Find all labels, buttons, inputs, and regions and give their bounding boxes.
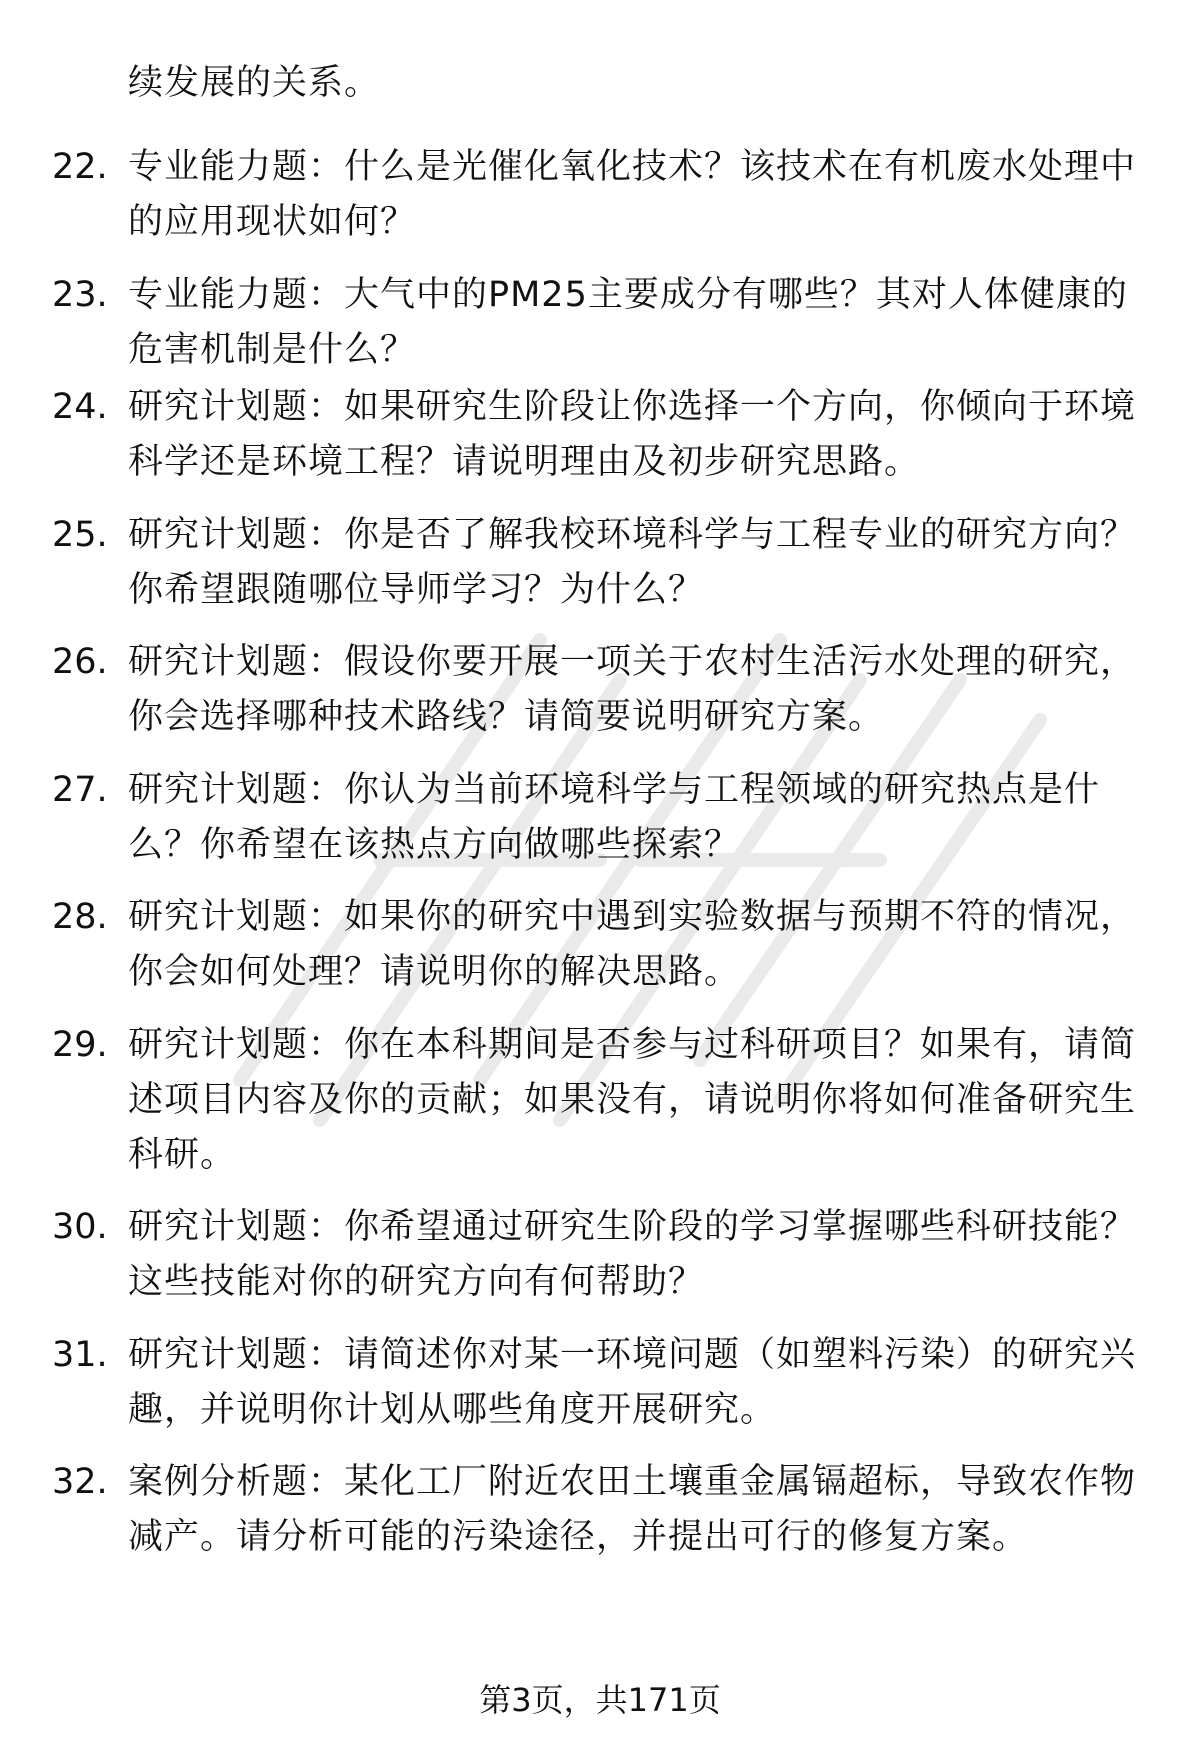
page-footer: 第3页，共171页 <box>479 1681 721 1719</box>
question-text: 研究计划题：你在本科期间是否参与过科研项目？如果有，请简述项目内容及你的贡献；如果没有，请说明你将如何准备研究生科研。 <box>128 1025 1137 1175</box>
question-text: 专业能力题：什么是光催化氧化技术？该技术在有机废水处理中的应用现状如何？ <box>128 147 1137 242</box>
question-text: 研究计划题：请简述你对某一环境问题（如塑料污染）的研究兴趣，并说明你计划从哪些角度开展研究。 <box>128 1335 1137 1430</box>
question-number: 23. <box>52 275 108 315</box>
question-text: 研究计划题：如果研究生阶段让你选择一个方向，你倾向于环境科学还是环境工程？请说明理由及初步研究思路。 <box>128 387 1137 482</box>
question-text: 研究计划题：你认为当前环境科学与工程领域的研究热点是什么？你希望在该热点方向做哪些探索？ <box>128 770 1101 865</box>
question-number: 22. <box>52 147 108 187</box>
question-number: 25. <box>52 515 108 555</box>
question-number: 24. <box>52 387 108 427</box>
question-text: 研究计划题：如果你的研究中遇到实验数据与预期不符的情况，你会如何处理？请说明你的解决思路。 <box>128 897 1137 992</box>
question-number: 29. <box>52 1025 108 1065</box>
question-text: 专业能力题：大气中的PM25主要成分有哪些？其对人体健康的危害机制是什么？ <box>128 275 1128 370</box>
question-text: 研究计划题：你是否了解我校环境科学与工程专业的研究方向？你希望跟随哪位导师学习？为什么？ <box>128 515 1137 610</box>
question-number: 27. <box>52 770 108 810</box>
question-number: 32. <box>52 1462 108 1502</box>
question-number: 31. <box>52 1335 108 1375</box>
question-text: 研究计划题：假设你要开展一项关于农村生活污水处理的研究，你会选择哪种技术路线？请简要说明研究方案。 <box>128 642 1137 737</box>
question-text: 案例分析题：某化工厂附近农田土壤重金属镉超标，导致农作物减产。请分析可能的污染途径，并提出可行的修复方案。 <box>128 1462 1137 1557</box>
question-number: 30. <box>52 1207 108 1247</box>
question-number: 26. <box>52 642 108 682</box>
continuation-text: 续发展的关系。 <box>128 63 381 103</box>
question-number: 28. <box>52 897 108 937</box>
question-text: 研究计划题：你希望通过研究生阶段的学习掌握哪些科研技能？这些技能对你的研究方向有何帮助？ <box>128 1207 1137 1302</box>
